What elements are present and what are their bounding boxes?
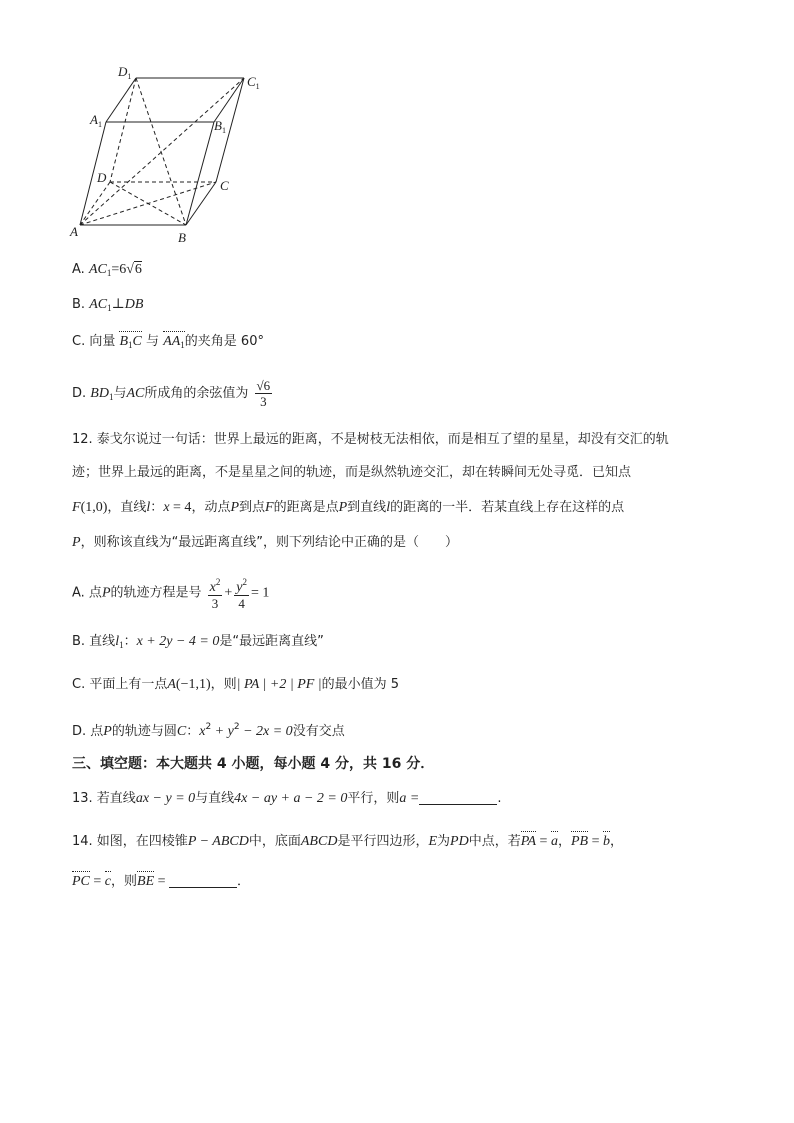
q12-line2: 迹；世界上最远的距离，不是星星之间的轨迹，而是纵然轨迹交汇，却在转瞬间无处寻觅．已知点 xyxy=(72,465,632,480)
option-12b: B. 直线$l_1$：x + 2y − 4 = 0是“最远距离直线” xyxy=(72,634,324,650)
option-11c: C. 向量 $B_1C$ 与 $AA_1$的夹角是 60° xyxy=(72,332,264,355)
diag-ac1 xyxy=(80,78,244,225)
q14-line1: 14. 如图，在四棱锥P − ABCD中，底面ABCD是平行四边形，E为PD中点，若PA = a，PB = b， xyxy=(72,832,623,852)
q12-line1: 12. 泰戈尔说过一句话：世界上最远的距离，不是树枝无法相依，而是相互了望的星星，却没有交汇的轨 xyxy=(72,432,669,447)
label-b: B xyxy=(178,230,186,245)
q13: 13. 若直线ax − y = 0与直线4x − ay + a − 2 = 0平行，则a = . xyxy=(72,791,502,806)
label-b1: $B_1$ xyxy=(214,118,226,135)
q12-line3: F(1,0)，直线l：x = 4，动点P到点F的距离是点P到直线l的距离的一半．若某直线上存在这样的点 xyxy=(72,500,625,515)
option-12c: C. 平面上有一点A(−1,1)，则| PA | +2 | PF |的最小值为 5 xyxy=(72,677,400,692)
option-12a: A. 点P的轨迹方程是号 $\frac{x^2}{3}$ + $\frac{y^2}{4}$ = 1 xyxy=(72,577,270,611)
label-d1: $D_1$ xyxy=(118,64,132,81)
label-a: A xyxy=(70,224,78,239)
option-12d: D. 点P的轨迹与圆C：$x^2 + y^2 - 2x = 0$没有交点 xyxy=(72,722,345,739)
option-11b: B. $AC_1\perp DB$ xyxy=(72,297,144,313)
label-c1: $C_1$ xyxy=(247,74,260,91)
section-3-heading: 三、填空题：本大题共 4 小题，每小题 4 分，共 16 分． xyxy=(72,756,435,772)
option-11d: D. $BD_1$与AC所成角的余弦值为 $\frac{√6}{3}$ xyxy=(72,378,271,409)
q12-line4: P，则称该直线为“最远距离直线”，则下列结论中正确的是（ ） xyxy=(72,535,459,550)
option-11a: A. $AC_1=6√6$ xyxy=(72,262,142,278)
q14-line2: PC = c，则BE = ． xyxy=(72,872,250,892)
q14-answer-blank[interactable] xyxy=(169,887,237,888)
diag-ac xyxy=(80,182,216,225)
edge-b1b xyxy=(186,122,214,225)
label-c: C xyxy=(220,178,229,193)
diag-d1b xyxy=(136,78,186,225)
q13-answer-blank[interactable] xyxy=(419,804,497,805)
edge-c1b1 xyxy=(214,78,244,122)
edge-d1a1 xyxy=(106,78,136,122)
edge-bc xyxy=(186,182,216,225)
parallelepiped-figure xyxy=(66,60,276,250)
edge-da-hidden xyxy=(80,182,110,225)
edge-d1d-hidden xyxy=(110,78,136,182)
label-d: D xyxy=(97,170,107,185)
label-a1: $A_1$ xyxy=(90,112,102,129)
